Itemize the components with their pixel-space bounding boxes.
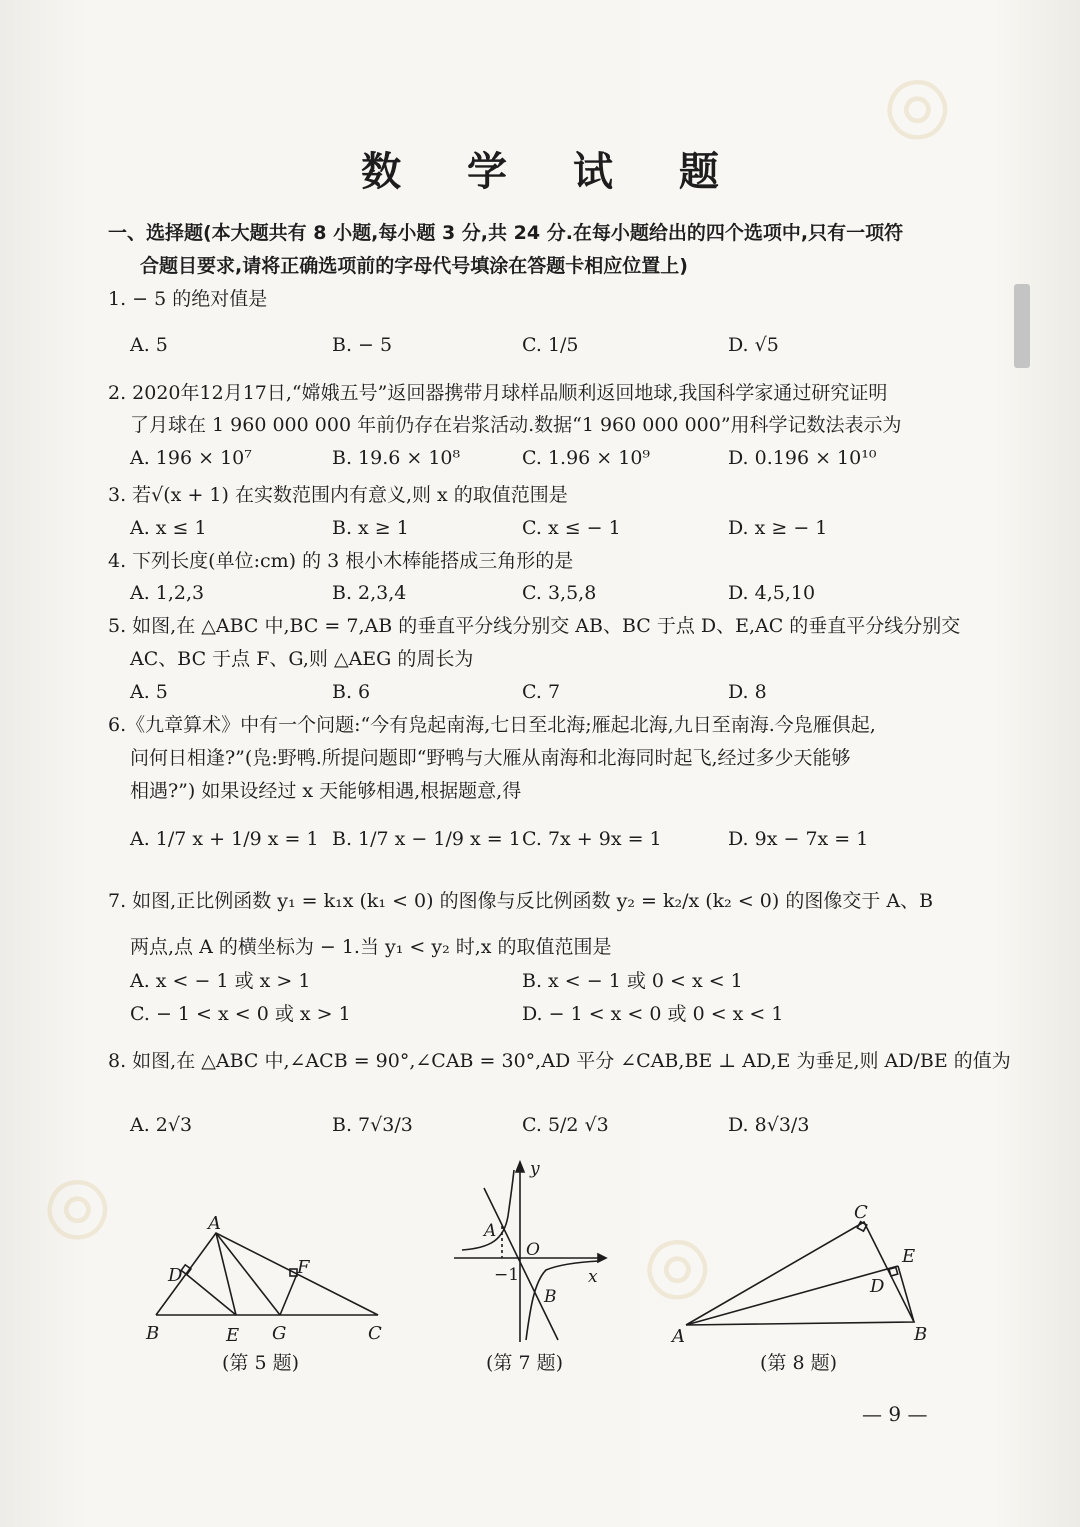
question-3-option-a: A. x ≤ 1 <box>130 517 207 539</box>
label-b: B <box>544 1287 557 1307</box>
figure-8 <box>668 1200 938 1345</box>
label-b: B <box>914 1324 928 1345</box>
question-7-option-a: A. x < − 1 或 x > 1 <box>130 970 311 992</box>
figure-5 <box>140 1215 400 1350</box>
question-4-option-b: B. 2,3,4 <box>332 582 407 604</box>
watermark: ◎ <box>20 1148 128 1262</box>
question-4-option-d: D. 4,5,10 <box>728 582 816 604</box>
question-1-option-b: B. − 5 <box>332 334 393 356</box>
section-heading: 一、选择题(本大题共有 8 小题,每小题 3 分,共 24 分.在每小题给出的四个选项中,只有一项符 <box>108 222 904 244</box>
label-a: A <box>484 1221 497 1241</box>
y-axis-arrow <box>516 1162 524 1172</box>
label-o: O <box>526 1240 540 1260</box>
question-8-option-a: A. 2√3 <box>130 1114 193 1136</box>
question-5-option-d: D. 8 <box>728 681 767 703</box>
segment-ae <box>686 1266 898 1325</box>
page-number: — 9 — <box>862 1402 928 1426</box>
question-5-stem: 5. 如图,在 △ABC 中,BC = 7,AB 的垂直平分线分别交 AB、BC 于点 D、E,AC 的垂直平分线分别交 <box>108 615 961 637</box>
question-7-stem-cont: 两点,点 A 的横坐标为 − 1.当 y₁ < y₂ 时,x 的取值范围是 <box>130 936 612 958</box>
question-6-option-c: C. 7x + 9x = 1 <box>522 828 662 850</box>
question-2-option-a: A. 196 × 10⁷ <box>130 447 252 469</box>
label-d: D <box>870 1276 885 1297</box>
question-5-option-a: A. 5 <box>130 681 168 703</box>
label-e: E <box>226 1325 240 1346</box>
section-heading-cont: 合题目要求,请将正确选项前的字母代号填涂在答题卡相应位置上) <box>140 255 688 277</box>
question-1-stem: 1. − 5 的绝对值是 <box>108 288 268 310</box>
question-2-option-d: D. 0.196 × 10¹⁰ <box>728 447 877 469</box>
question-2-stem: 2. 2020年12月17日,“嫦娥五号”返回器携带月球样品顺利返回地球,我国科学家通过研究证明 <box>108 382 888 404</box>
question-7-option-d: D. − 1 < x < 0 或 0 < x < 1 <box>522 1003 784 1025</box>
figure-7-caption: (第 7 题) <box>486 1352 563 1374</box>
label-minus-one: −1 <box>494 1265 520 1285</box>
proportional-line <box>484 1188 558 1340</box>
segment-fg <box>280 1274 297 1315</box>
question-1-option-c: C. 1/5 <box>522 334 579 356</box>
question-2-option-c: C. 1.96 × 10⁹ <box>522 447 651 469</box>
label-b: B <box>146 1323 160 1344</box>
label-f: F <box>297 1257 310 1278</box>
label-d: D <box>168 1265 183 1286</box>
question-5-stem-cont: AC、BC 于点 F、G,则 △AEG 的周长为 <box>130 648 474 670</box>
question-8-stem: 8. 如图,在 △ABC 中,∠ACB = 90°,∠CAB = 30°,AD 平分 ∠CAB,BE ⊥ AD,E 为垂足,则 AD/BE 的值为 <box>108 1050 1011 1072</box>
question-3-option-d: D. x ≥ − 1 <box>728 517 828 539</box>
question-7-option-c: C. − 1 < x < 0 或 x > 1 <box>130 1003 351 1025</box>
question-2-stem-cont: 了月球在 1 960 000 000 年前仍存在岩浆活动.数据“1 960 000 000”用科学记数法表示为 <box>130 414 902 436</box>
question-7-stem: 7. 如图,正比例函数 y₁ = k₁x (k₁ < 0) 的图像与反比例函数 y₂ = k₂/x (k₂ < 0) 的图像交于 A、B <box>108 890 934 912</box>
right-angle-e <box>889 1267 898 1276</box>
label-c: C <box>368 1323 382 1344</box>
question-5-option-b: B. 6 <box>332 681 371 703</box>
question-3-stem: 3. 若√(x + 1) 在实数范围内有意义,则 x 的取值范围是 <box>108 484 568 506</box>
question-4-stem: 4. 下列长度(单位:cm) 的 3 根小木棒能搭成三角形的是 <box>108 550 574 572</box>
question-6-option-a: A. 1/7 x + 1/9 x = 1 <box>130 828 319 850</box>
label-x: x <box>588 1267 598 1287</box>
right-angle-d <box>181 1265 191 1275</box>
question-6-stem: 6.《九章算术》中有一个问题:“今有凫起南海,七日至北海;雁起北海,九日至南海.今凫雁俱起, <box>108 714 876 736</box>
figure-7 <box>450 1160 610 1345</box>
triangle-abc <box>156 1233 378 1315</box>
question-5-option-c: C. 7 <box>522 681 561 703</box>
watermark: ◎ <box>860 48 968 162</box>
watermark: ◎ <box>620 1208 728 1322</box>
question-4-option-c: C. 3,5,8 <box>522 582 597 604</box>
question-8-option-c: C. 5/2 √3 <box>522 1114 609 1136</box>
question-6-stem-cont2: 相遇?”) 如果设经过 x 天能够相遇,根据题意,得 <box>130 780 522 802</box>
figure-5-caption: (第 5 题) <box>222 1352 299 1374</box>
question-2-option-b: B. 19.6 × 10⁸ <box>332 447 461 469</box>
page-title: 数 学 试 题 <box>361 149 745 195</box>
label-c: C <box>854 1202 868 1223</box>
label-e: E <box>902 1246 916 1267</box>
question-8-option-b: B. 7√3/3 <box>332 1114 413 1136</box>
question-3-option-c: C. x ≤ − 1 <box>522 517 621 539</box>
label-a: A <box>672 1326 685 1345</box>
question-3-option-b: B. x ≥ 1 <box>332 517 409 539</box>
question-6-stem-cont: 问何日相逢?”(凫:野鸭.所提问题即“野鸭与大雁从南海和北海同时起飞,经过多少天能够 <box>130 747 851 769</box>
segment-de <box>186 1274 236 1315</box>
question-8-option-d: D. 8√3/3 <box>728 1114 810 1136</box>
scrollbar[interactable] <box>1014 284 1030 368</box>
question-6-option-b: B. 1/7 x − 1/9 x = 1 <box>332 828 521 850</box>
question-4-option-a: A. 1,2,3 <box>130 582 205 604</box>
question-7-option-b: B. x < − 1 或 0 < x < 1 <box>522 970 743 992</box>
question-1-option-d: D. √5 <box>728 334 779 356</box>
triangle-abc <box>686 1222 914 1325</box>
label-g: G <box>272 1323 287 1344</box>
label-y: y <box>530 1160 540 1179</box>
question-6-option-d: D. 9x − 7x = 1 <box>728 828 869 850</box>
label-a: A <box>208 1215 221 1234</box>
figure-8-caption: (第 8 题) <box>760 1352 837 1374</box>
question-1-option-a: A. 5 <box>130 334 168 356</box>
